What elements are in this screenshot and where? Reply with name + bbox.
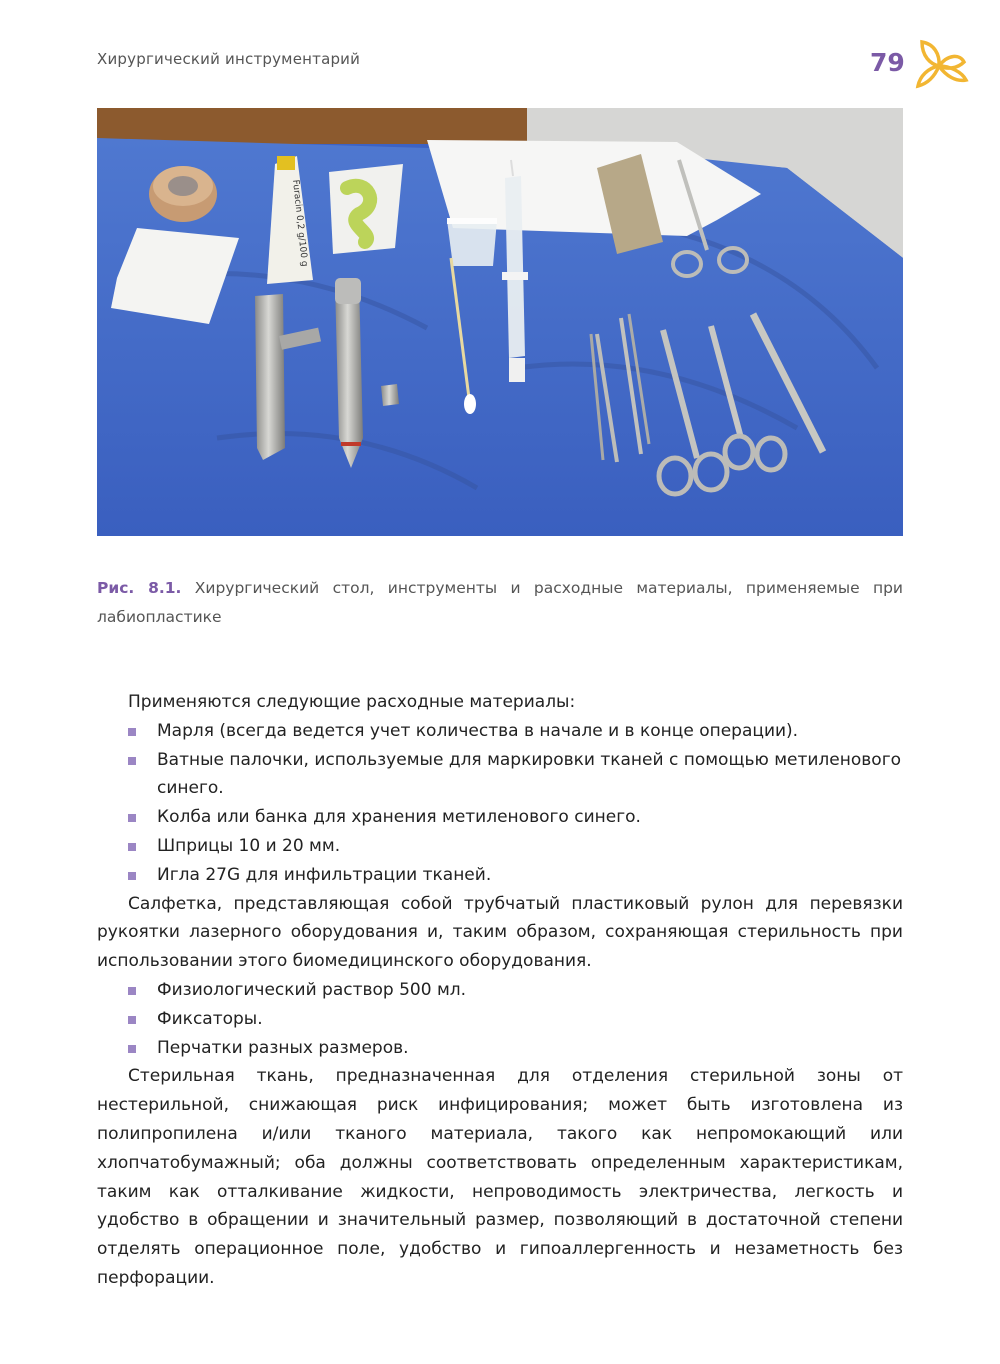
square-bullet-icon [128, 1016, 136, 1024]
square-bullet-icon [128, 757, 136, 765]
figure-caption [97, 574, 903, 632]
list-item: Ватные палочки, используемые для маркировки тканей с помощью метиленового синего. [97, 746, 903, 804]
figure-photo-surgical-table [97, 108, 903, 536]
figure-label: Рис. 8.1. [97, 579, 182, 597]
list-item: Игла 27G для инфильтрации тканей. [97, 861, 903, 890]
materials-list-2 [97, 976, 903, 1062]
square-bullet-icon [128, 1045, 136, 1053]
page-number: 79 [870, 48, 905, 77]
butterfly-logo-icon [912, 36, 970, 98]
square-bullet-icon [128, 728, 136, 736]
sterile-cloth-paragraph: Стерильная ткань, предназначенная для отделения стерильной зоны от нестерильной, снижающая риск инфицирования; может быть изготовлена из полипропилена и/или тканого материала, такого как непромокающий или хлопчатобумажный; оба должны соответствовать определенным характеристикам, таким как отталкивание жидкости, непроводимость электричества, легкость и удобство в обращении и значительный размер, позволяющий в достаточной степени отделять операционное поле, удобство и гипоаллергенность и незаметность без перфорации. [97, 1066, 903, 1288]
square-bullet-icon [128, 814, 136, 822]
materials-list-1 [97, 717, 903, 890]
running-title: Хирургический инструментарий [97, 50, 361, 68]
list-item: Шприцы 10 и 20 мм. [97, 832, 903, 861]
square-bullet-icon [128, 987, 136, 995]
list-item: Физиологический раствор 500 мл. [97, 976, 903, 1005]
square-bullet-icon [128, 872, 136, 880]
ointment-tube-label: Furacin 0,2 g/100 g [290, 179, 310, 268]
list-item: Фиксаторы. [97, 1005, 903, 1034]
figure-caption-text: Хирургический стол, инструменты и расходные материалы, применяемые при лабиопластике [97, 579, 903, 626]
napkin-paragraph: Салфетка, представляющая собой трубчатый пластиковый рулон для перевязки рукоятки лазерного оборудования и, таким образом, сохраняющая стерильность при использовании этого биомедицинского оборудования. [97, 893, 903, 972]
list-item: Перчатки разных размеров. [97, 1034, 903, 1063]
square-bullet-icon [128, 843, 136, 851]
intro-paragraph: Применяются следующие расходные материалы: [128, 692, 576, 712]
list-item: Колба или банка для хранения метиленового синего. [97, 803, 903, 832]
list-item: Марля (всегда ведется учет количества в начале и в конце операции). [97, 717, 903, 746]
body-text [97, 688, 903, 1293]
